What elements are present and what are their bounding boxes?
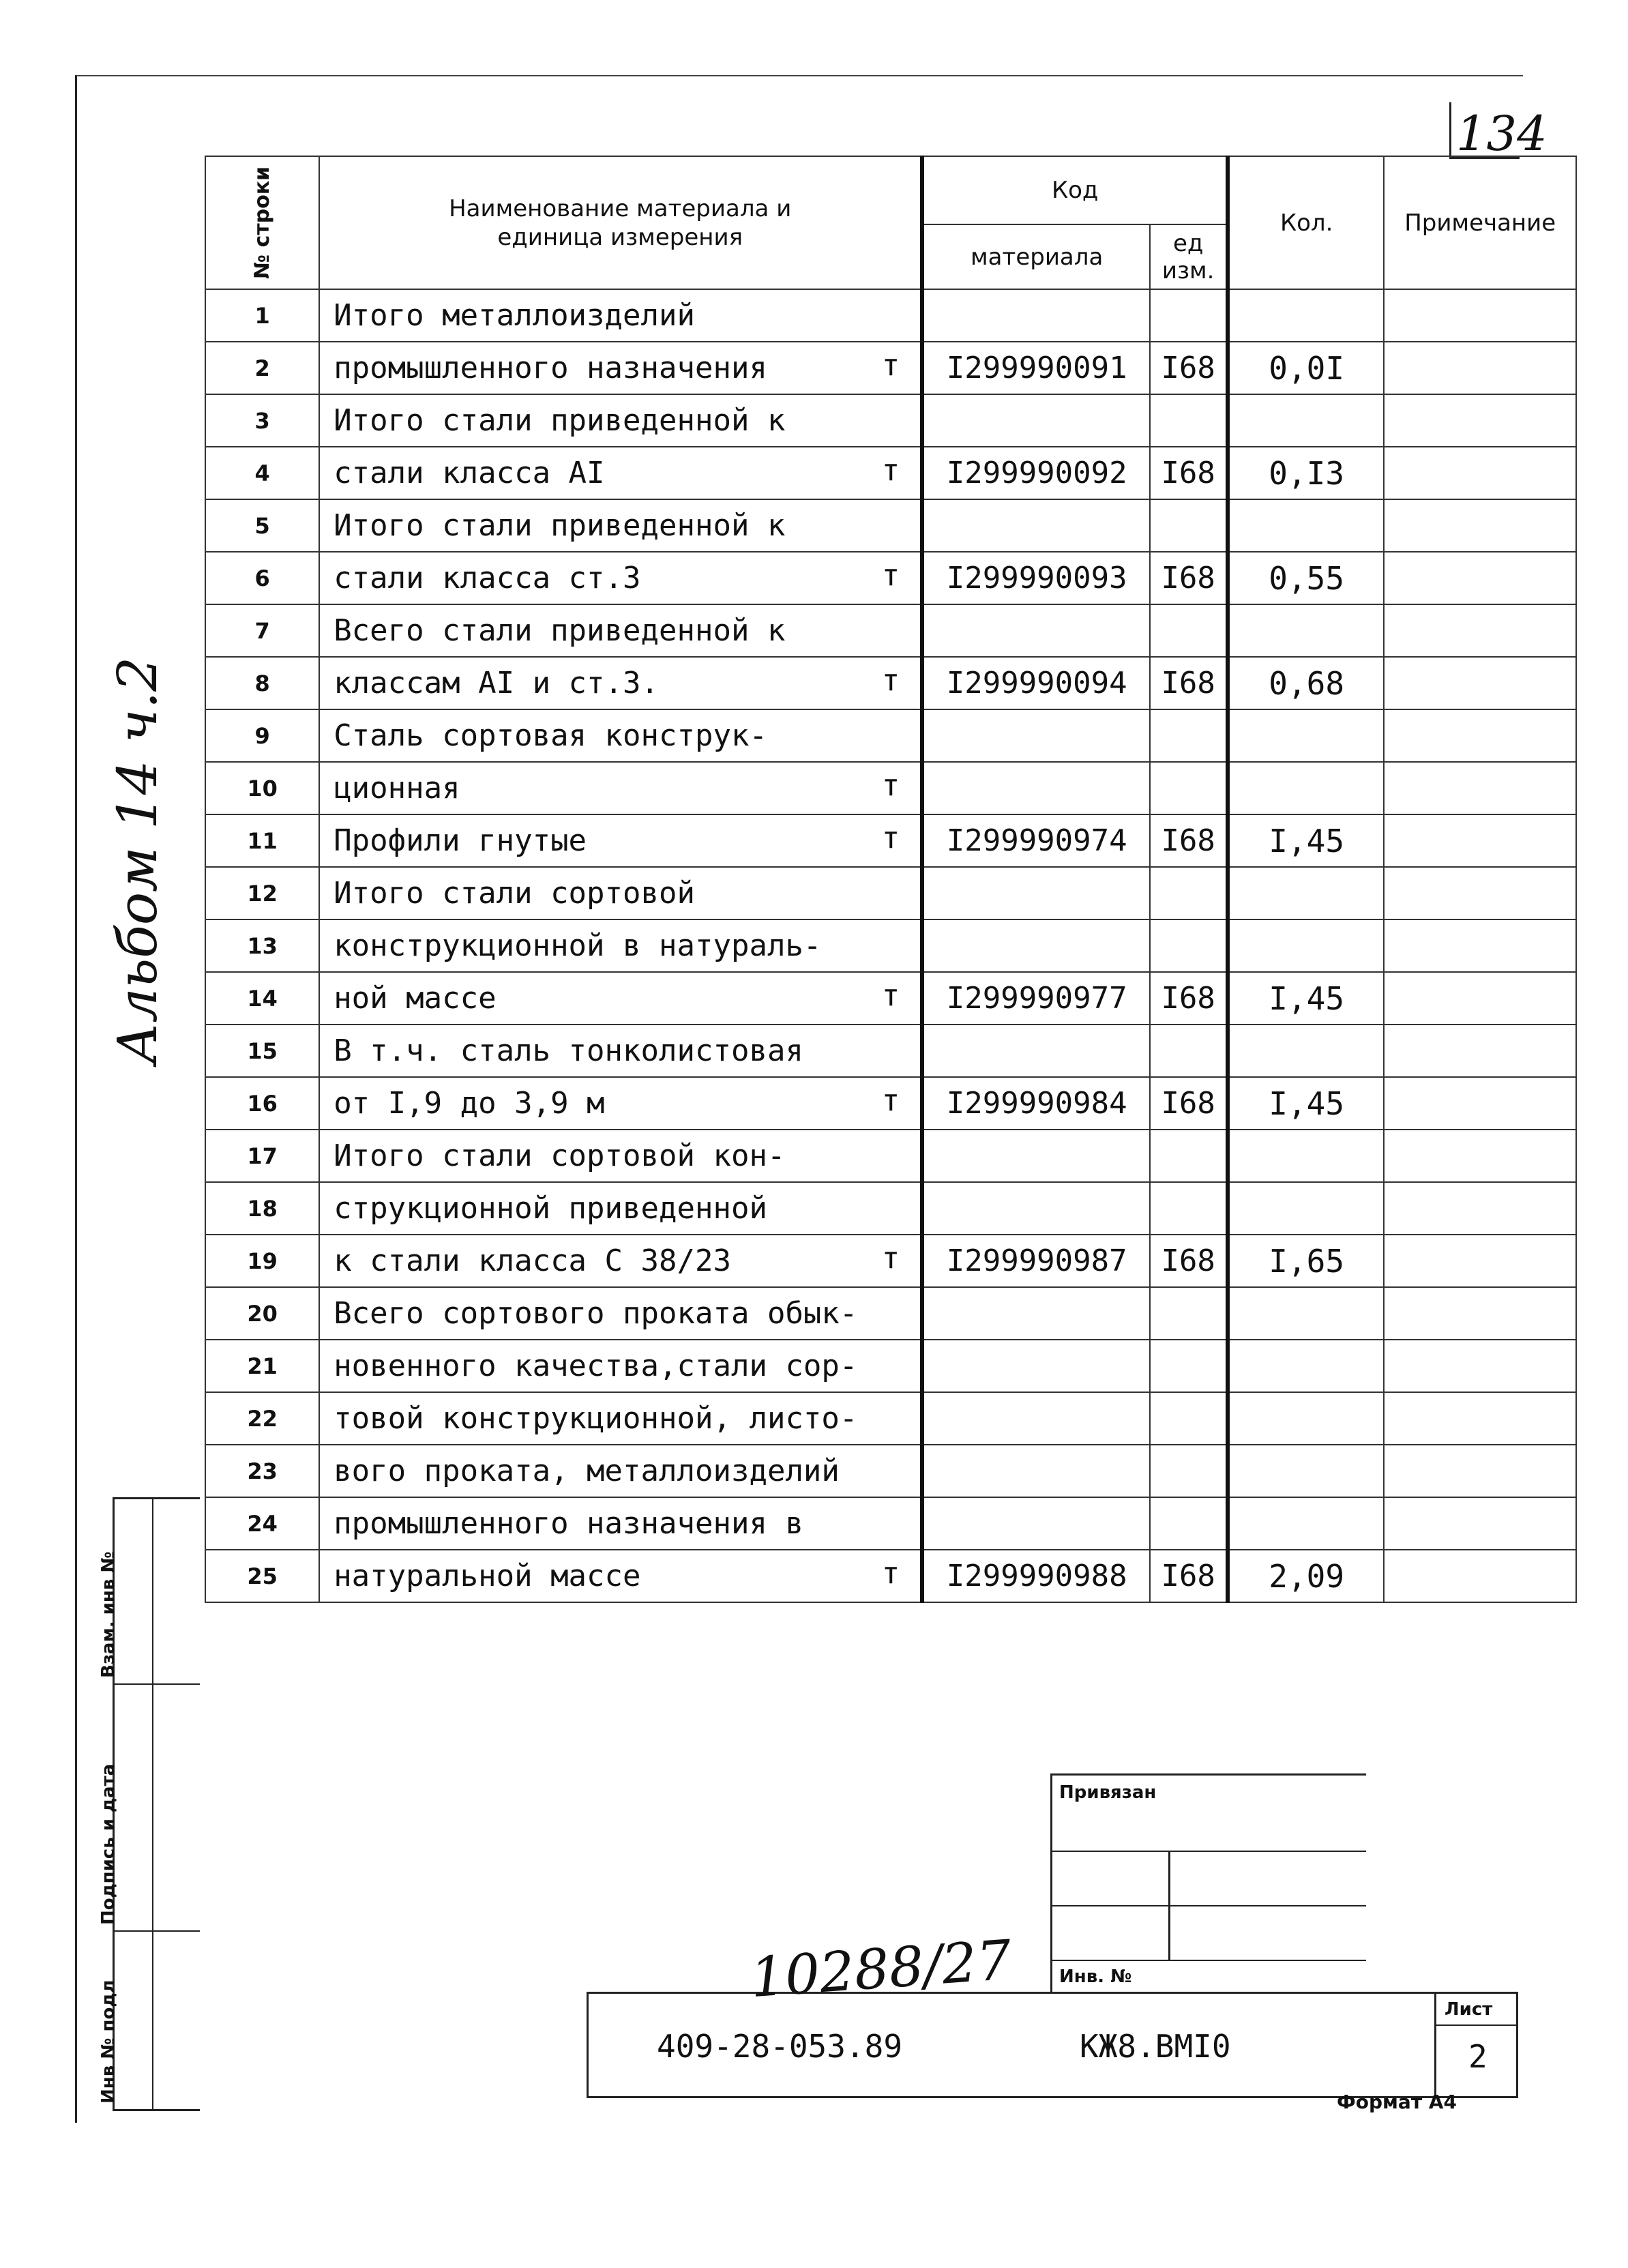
material-code: I299990093 (922, 552, 1150, 604)
quantity: I,45 (1228, 814, 1384, 867)
unit-code (1150, 1392, 1228, 1445)
row-number: 10 (205, 762, 319, 814)
table-row (205, 394, 1576, 447)
material-name-text: Профили гнутые (334, 823, 587, 858)
row-number: 6 (205, 552, 319, 604)
quantity (1228, 762, 1384, 814)
quantity: 0,I3 (1228, 447, 1384, 499)
unit-label: т (881, 663, 900, 698)
stamp-podpis: Подпись и дата (115, 1685, 200, 1932)
material-code: I299990094 (922, 657, 1150, 709)
handwritten-code: 10288/27 (748, 1928, 1014, 2010)
material-name-text: Сталь сортовая конструк- (334, 718, 767, 753)
material-name (319, 499, 922, 552)
header-qty: Кол. (1228, 156, 1384, 289)
unit-label: т (881, 768, 900, 803)
note (1384, 499, 1576, 552)
quantity (1228, 1497, 1384, 1550)
unit-code (1150, 1130, 1228, 1182)
row-number: 4 (205, 447, 319, 499)
material-code (922, 394, 1150, 447)
material-code (922, 1445, 1150, 1497)
note (1384, 1550, 1576, 1602)
row-number: 2 (205, 342, 319, 394)
unit-label: т (881, 1241, 900, 1276)
quantity: I,45 (1228, 1077, 1384, 1130)
row-number: 18 (205, 1182, 319, 1235)
quantity: I,65 (1228, 1235, 1384, 1287)
row-number: 8 (205, 657, 319, 709)
material-name-text: стали класса ст.3 (334, 561, 641, 595)
material-code: I299990977 (922, 972, 1150, 1025)
note (1384, 394, 1576, 447)
material-code (922, 867, 1150, 919)
table-row (205, 604, 1576, 657)
note (1384, 762, 1576, 814)
material-name (319, 814, 922, 867)
quantity (1228, 289, 1384, 342)
privyazan-block: Привязан Инв. № (1050, 1773, 1366, 1994)
album-note: Альбом 14 ч.2 (106, 656, 169, 1064)
row-number: 9 (205, 709, 319, 762)
table-row (205, 499, 1576, 552)
material-name-text: Итого стали приведенной к (334, 508, 786, 543)
table-row (205, 972, 1576, 1025)
stamp-inv-podl: Инв № подл (115, 1932, 200, 2109)
row-number: 15 (205, 1025, 319, 1077)
header-material: материала (922, 224, 1150, 289)
unit-code (1150, 1025, 1228, 1077)
page-number: 134 (1456, 106, 1548, 162)
unit-code (1150, 1445, 1228, 1497)
note (1384, 1025, 1576, 1077)
material-code: I299990091 (922, 342, 1150, 394)
material-name (319, 1497, 922, 1550)
table-row (205, 447, 1576, 499)
material-code (922, 1340, 1150, 1392)
material-code (922, 289, 1150, 342)
material-name-text: Всего стали приведенной к (334, 613, 786, 648)
material-name (319, 289, 922, 342)
table-row (205, 1392, 1576, 1445)
table-row (205, 1025, 1576, 1077)
material-name-text: Итого стали сортовой кон- (334, 1138, 786, 1173)
material-name (319, 604, 922, 657)
unit-code (1150, 1340, 1228, 1392)
quantity (1228, 1130, 1384, 1182)
table-row (205, 919, 1576, 972)
note (1384, 342, 1576, 394)
quantity (1228, 1340, 1384, 1392)
row-number: 20 (205, 1287, 319, 1340)
row-number: 24 (205, 1497, 319, 1550)
note (1384, 1235, 1576, 1287)
table-row (205, 1445, 1576, 1497)
material-name-text: В т.ч. сталь тонколистовая (334, 1033, 803, 1068)
note (1384, 552, 1576, 604)
unit-code (1150, 289, 1228, 342)
quantity (1228, 1445, 1384, 1497)
material-name (319, 1130, 922, 1182)
table-row (205, 709, 1576, 762)
unit-code: I68 (1150, 342, 1228, 394)
row-number: 19 (205, 1235, 319, 1287)
material-code (922, 1497, 1150, 1550)
table-row (205, 1287, 1576, 1340)
material-code: I299990974 (922, 814, 1150, 867)
material-name-text: Итого стали приведенной к (334, 403, 786, 438)
note (1384, 289, 1576, 342)
material-name-text: стали класса AI (334, 456, 605, 490)
doc-code: 409-28-053.89 (657, 2028, 903, 2065)
note (1384, 1340, 1576, 1392)
note (1384, 1130, 1576, 1182)
quantity (1228, 1025, 1384, 1077)
material-name-text: натуральной массе (334, 1559, 641, 1593)
material-name-text: струкционной приведенной (334, 1191, 767, 1226)
note (1384, 1392, 1576, 1445)
row-number: 22 (205, 1392, 319, 1445)
row-number: 13 (205, 919, 319, 972)
table-row (205, 1340, 1576, 1392)
material-code: I299990092 (922, 447, 1150, 499)
material-name (319, 1550, 922, 1602)
row-number: 3 (205, 394, 319, 447)
material-name (319, 1445, 922, 1497)
note (1384, 1077, 1576, 1130)
unit-code: I68 (1150, 814, 1228, 867)
material-code (922, 1130, 1150, 1182)
row-number: 17 (205, 1130, 319, 1182)
unit-code: I68 (1150, 1550, 1228, 1602)
material-code: I299990988 (922, 1550, 1150, 1602)
sheet-label: Лист (1445, 1999, 1493, 2020)
note (1384, 1182, 1576, 1235)
material-name-text: товой конструкционной, листо- (334, 1401, 858, 1436)
unit-code (1150, 1182, 1228, 1235)
quantity: 0,68 (1228, 657, 1384, 709)
quantity (1228, 867, 1384, 919)
unit-code: I68 (1150, 972, 1228, 1025)
material-name-text: новенного качества,стали сор- (334, 1349, 858, 1383)
unit-label: т (881, 453, 900, 488)
quantity (1228, 1392, 1384, 1445)
material-name (319, 762, 922, 814)
material-name (319, 1025, 922, 1077)
note (1384, 447, 1576, 499)
row-number: 1 (205, 289, 319, 342)
unit-code: I68 (1150, 447, 1228, 499)
table-row (205, 762, 1576, 814)
material-code (922, 604, 1150, 657)
side-stamp (98, 1497, 200, 2111)
quantity (1228, 499, 1384, 552)
material-name (319, 1392, 922, 1445)
table-row (205, 1497, 1576, 1550)
header-name: Наименование материала и единица измерения (319, 156, 922, 289)
header-note: Примечание (1384, 156, 1576, 289)
unit-code: I68 (1150, 1235, 1228, 1287)
table-row (205, 289, 1576, 342)
material-name-text: Всего сортового проката обык- (334, 1296, 858, 1331)
unit-label: т (881, 1083, 900, 1118)
row-number: 7 (205, 604, 319, 657)
material-name (319, 342, 922, 394)
note (1384, 1445, 1576, 1497)
table-row (205, 867, 1576, 919)
material-name (319, 657, 922, 709)
material-code (922, 1392, 1150, 1445)
quantity: 2,09 (1228, 1550, 1384, 1602)
material-name-text: промышленного назначения (334, 351, 767, 385)
note (1384, 1287, 1576, 1340)
unit-label: т (881, 978, 900, 1013)
unit-code (1150, 762, 1228, 814)
material-name (319, 867, 922, 919)
header-kod: Код (922, 156, 1228, 224)
material-name-text: ционная (334, 771, 460, 806)
material-code: I299990987 (922, 1235, 1150, 1287)
sheet-number: 2 (1468, 2038, 1488, 2075)
unit-code (1150, 919, 1228, 972)
material-name-text: ной массе (334, 981, 497, 1016)
unit-code: I68 (1150, 657, 1228, 709)
row-number: 25 (205, 1550, 319, 1602)
unit-code (1150, 499, 1228, 552)
quantity (1228, 709, 1384, 762)
note (1384, 657, 1576, 709)
quantity: 0,55 (1228, 552, 1384, 604)
material-name (319, 972, 922, 1025)
unit-label: т (881, 348, 900, 383)
quantity (1228, 1287, 1384, 1340)
unit-code (1150, 394, 1228, 447)
note (1384, 1497, 1576, 1550)
unit-code: I68 (1150, 1077, 1228, 1130)
row-number: 12 (205, 867, 319, 919)
note (1384, 919, 1576, 972)
material-name-text: вого проката, металлоизделий (334, 1454, 840, 1488)
table-row (205, 342, 1576, 394)
header-rownum: № строки (205, 156, 319, 289)
header-ed: ед изм. (1150, 224, 1228, 289)
table-row (205, 1077, 1576, 1130)
material-code (922, 762, 1150, 814)
table-row (205, 1235, 1576, 1287)
unit-code (1150, 867, 1228, 919)
material-name (319, 919, 922, 972)
material-code: I299990984 (922, 1077, 1150, 1130)
unit-code (1150, 604, 1228, 657)
material-code (922, 1182, 1150, 1235)
material-code (922, 499, 1150, 552)
quantity (1228, 919, 1384, 972)
material-code (922, 709, 1150, 762)
material-code (922, 919, 1150, 972)
table-row (205, 1182, 1576, 1235)
unit-code (1150, 709, 1228, 762)
material-name-text: конструкционной в натураль- (334, 928, 822, 963)
note (1384, 867, 1576, 919)
quantity (1228, 604, 1384, 657)
material-name (319, 1340, 922, 1392)
material-name (319, 552, 922, 604)
unit-code: I68 (1150, 552, 1228, 604)
note (1384, 604, 1576, 657)
note (1384, 972, 1576, 1025)
stamp-vzam: Взам. инв № (115, 1499, 200, 1685)
materials-table (205, 156, 1577, 1603)
table-row (205, 1550, 1576, 1602)
title-block (587, 1992, 1518, 2098)
note (1384, 814, 1576, 867)
material-name (319, 1287, 922, 1340)
material-name-text: Итого металлоизделий (334, 298, 695, 333)
material-name (319, 709, 922, 762)
format-label: Формат А4 (1337, 2091, 1457, 2113)
note (1384, 709, 1576, 762)
row-number: 16 (205, 1077, 319, 1130)
table-body (205, 289, 1576, 1602)
material-name-text: к стали класса С 38/23 (334, 1243, 731, 1278)
unit-label: т (881, 1556, 900, 1591)
quantity: I,45 (1228, 972, 1384, 1025)
row-number: 14 (205, 972, 319, 1025)
quantity (1228, 1182, 1384, 1235)
table-row (205, 657, 1576, 709)
table-row (205, 1130, 1576, 1182)
material-name-text: классам AI и ст.3. (334, 666, 660, 701)
material-name-text: Итого стали сортовой (334, 876, 695, 911)
table-row (205, 552, 1576, 604)
material-name-text: от I,9 до 3,9 м (334, 1086, 605, 1121)
row-number: 11 (205, 814, 319, 867)
material-code (922, 1025, 1150, 1077)
unit-code (1150, 1497, 1228, 1550)
material-name (319, 1077, 922, 1130)
material-name (319, 1182, 922, 1235)
doc-mark: КЖ8.ВМI0 (1080, 2028, 1231, 2065)
unit-code (1150, 1287, 1228, 1340)
row-number: 23 (205, 1445, 319, 1497)
table-row (205, 814, 1576, 867)
quantity: 0,0I (1228, 342, 1384, 394)
unit-label: т (881, 558, 900, 593)
material-name-text: промышленного назначения в (334, 1506, 803, 1541)
material-name (319, 447, 922, 499)
material-name (319, 1235, 922, 1287)
unit-label: т (881, 821, 900, 855)
row-number: 5 (205, 499, 319, 552)
row-number: 21 (205, 1340, 319, 1392)
quantity (1228, 394, 1384, 447)
material-code (922, 1287, 1150, 1340)
material-name (319, 394, 922, 447)
